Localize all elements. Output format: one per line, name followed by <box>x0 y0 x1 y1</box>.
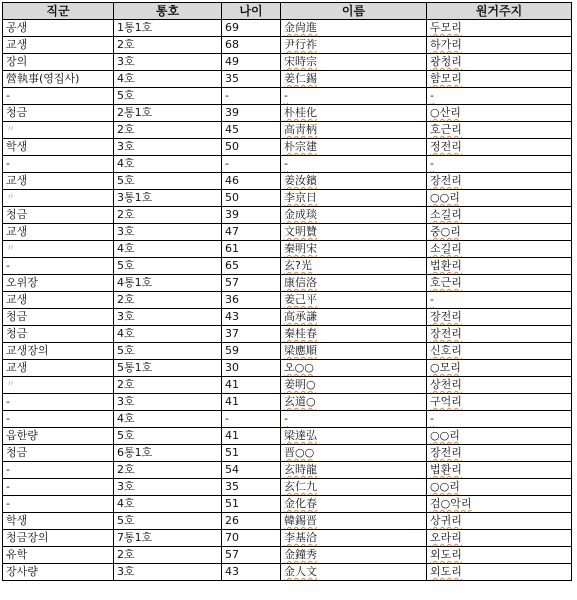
household-number-cell: 5호 <box>114 513 222 530</box>
occupation-cell: - <box>3 258 114 275</box>
table-row <box>3 37 572 54</box>
age-cell: 43 <box>222 309 281 326</box>
household-number-cell: 3호 <box>114 224 222 241</box>
table-row <box>3 173 572 190</box>
name-cell: 康信洛 <box>281 275 427 292</box>
occupation-cell: 〃 <box>3 190 114 207</box>
table-row <box>3 530 572 547</box>
age-cell: - <box>222 88 281 105</box>
age-cell: 47 <box>222 224 281 241</box>
age-cell: 65 <box>222 258 281 275</box>
name-cell: 姜己平 <box>281 292 427 309</box>
name-cell: 韓錫晋 <box>281 513 427 530</box>
table-row <box>3 88 572 105</box>
table-row <box>3 122 572 139</box>
name-cell: 朴桂化 <box>281 105 427 122</box>
household-number-cell: 4호 <box>114 156 222 173</box>
household-number-cell: 3호 <box>114 394 222 411</box>
name-cell: 玄時龍 <box>281 462 427 479</box>
header-household-number: 통호 <box>114 3 222 20</box>
occupation-cell: 유학 <box>3 547 114 564</box>
age-cell: 36 <box>222 292 281 309</box>
occupation-cell: 공생 <box>3 20 114 37</box>
age-cell: 26 <box>222 513 281 530</box>
household-number-cell: 4호 <box>114 496 222 513</box>
occupation-cell: 교생 <box>3 224 114 241</box>
household-number-cell: 5호 <box>114 88 222 105</box>
occupation-cell: - <box>3 88 114 105</box>
original-residence-cell: ○산리 <box>427 105 572 122</box>
household-number-cell: 3호 <box>114 139 222 156</box>
age-cell: 57 <box>222 547 281 564</box>
original-residence-cell: 오라리 <box>427 530 572 547</box>
household-number-cell: 4호 <box>114 241 222 258</box>
table-row <box>3 428 572 445</box>
household-number-cell: 5통1호 <box>114 360 222 377</box>
household-number-cell: 2호 <box>114 462 222 479</box>
original-residence-cell: ○○리 <box>427 190 572 207</box>
original-residence-cell: ○○리 <box>427 479 572 496</box>
age-cell: 30 <box>222 360 281 377</box>
table-row <box>3 411 572 428</box>
original-residence-cell: 정전리 <box>427 139 572 156</box>
household-number-cell: 4호 <box>114 71 222 88</box>
name-cell: - <box>281 88 427 105</box>
table-row <box>3 224 572 241</box>
name-cell: 玄道○ <box>281 394 427 411</box>
header-occupation: 직군 <box>3 3 114 20</box>
original-residence-cell: 외도리 <box>427 564 572 581</box>
occupation-cell: 청금 <box>3 309 114 326</box>
occupation-cell: 교생 <box>3 37 114 54</box>
table-row <box>3 394 572 411</box>
table-body <box>3 20 572 581</box>
original-residence-cell: ○모리 <box>427 360 572 377</box>
original-residence-cell: 장전리 <box>427 445 572 462</box>
age-cell: 69 <box>222 20 281 37</box>
name-cell: 朴宗建 <box>281 139 427 156</box>
original-residence-cell: 소길리 <box>427 207 572 224</box>
age-cell: 54 <box>222 462 281 479</box>
household-number-cell: 5호 <box>114 343 222 360</box>
table-row <box>3 377 572 394</box>
name-cell: 梁達弘 <box>281 428 427 445</box>
table-row <box>3 156 572 173</box>
original-residence-cell: - <box>427 88 572 105</box>
occupation-cell: 〃 <box>3 122 114 139</box>
age-cell: 57 <box>222 275 281 292</box>
age-cell: - <box>222 156 281 173</box>
original-residence-cell: 중○리 <box>427 224 572 241</box>
table-row <box>3 20 572 37</box>
name-cell: 金人文 <box>281 564 427 581</box>
table-row <box>3 207 572 224</box>
name-cell: 高靑柄 <box>281 122 427 139</box>
occupation-cell: 학생 <box>3 139 114 156</box>
occupation-cell: 장사량 <box>3 564 114 581</box>
original-residence-cell: 장전리 <box>427 309 572 326</box>
original-residence-cell: 상천리 <box>427 377 572 394</box>
age-cell: 49 <box>222 54 281 71</box>
name-cell: 梁應順 <box>281 343 427 360</box>
occupation-cell: 교생 <box>3 292 114 309</box>
age-cell: 46 <box>222 173 281 190</box>
household-number-cell: 2호 <box>114 292 222 309</box>
original-residence-cell: 호근리 <box>427 122 572 139</box>
name-cell: - <box>281 156 427 173</box>
occupation-cell: 읍한량 <box>3 428 114 445</box>
occupation-cell: 청금 <box>3 105 114 122</box>
occupation-cell: 營執事(영집사) <box>3 71 114 88</box>
header-original-residence: 원거주지 <box>427 3 572 20</box>
household-number-cell: 2호 <box>114 37 222 54</box>
original-residence-cell: 법환리 <box>427 462 572 479</box>
name-cell: 金鐘秀 <box>281 547 427 564</box>
age-cell: 37 <box>222 326 281 343</box>
original-residence-cell: 외도리 <box>427 547 572 564</box>
occupation-cell: 청금 <box>3 207 114 224</box>
age-cell: 39 <box>222 105 281 122</box>
occupation-cell: - <box>3 496 114 513</box>
name-cell: 金尙進 <box>281 20 427 37</box>
household-number-cell: 3통1호 <box>114 190 222 207</box>
original-residence-cell: 상귀리 <box>427 513 572 530</box>
original-residence-cell: ○○리 <box>427 428 572 445</box>
age-cell: 50 <box>222 139 281 156</box>
age-cell: 45 <box>222 122 281 139</box>
household-number-cell: 3호 <box>114 564 222 581</box>
occupation-cell: 〃 <box>3 377 114 394</box>
household-number-cell: 7통1호 <box>114 530 222 547</box>
original-residence-cell: 장전리 <box>427 326 572 343</box>
occupation-cell: 청금 <box>3 326 114 343</box>
household-number-cell: 2통1호 <box>114 105 222 122</box>
table-row <box>3 54 572 71</box>
header-row <box>3 3 572 20</box>
occupation-cell: 장의 <box>3 54 114 71</box>
occupation-cell: 청금 <box>3 445 114 462</box>
household-number-cell: 4통1호 <box>114 275 222 292</box>
name-cell: 姜明○ <box>281 377 427 394</box>
name-cell: 姜汝鑌 <box>281 173 427 190</box>
occupation-cell: 학생 <box>3 513 114 530</box>
original-residence-cell: 구억리 <box>427 394 572 411</box>
name-cell: 宋時宗 <box>281 54 427 71</box>
household-number-cell: 5호 <box>114 428 222 445</box>
household-number-cell: 2호 <box>114 377 222 394</box>
name-cell: 文明贊 <box>281 224 427 241</box>
name-cell: 高承謙 <box>281 309 427 326</box>
table-row <box>3 513 572 530</box>
original-residence-cell: 검○악리 <box>427 496 572 513</box>
occupation-cell: 청금장의 <box>3 530 114 547</box>
household-number-cell: 2호 <box>114 122 222 139</box>
name-cell: 晋○○ <box>281 445 427 462</box>
name-cell: 오○○ <box>281 360 427 377</box>
original-residence-cell: 장전리 <box>427 173 572 190</box>
table-row <box>3 479 572 496</box>
name-cell: 尹行祚 <box>281 37 427 54</box>
age-cell: 59 <box>222 343 281 360</box>
occupation-cell: - <box>3 156 114 173</box>
household-number-cell: 4호 <box>114 326 222 343</box>
original-residence-cell: 하가리 <box>427 37 572 54</box>
occupation-cell: 교생장의 <box>3 343 114 360</box>
household-number-cell: 4호 <box>114 411 222 428</box>
original-residence-cell: 광청리 <box>427 54 572 71</box>
original-residence-cell: - <box>427 292 572 309</box>
header-name: 이름 <box>281 3 427 20</box>
household-number-cell: 1통1호 <box>114 20 222 37</box>
age-cell: 50 <box>222 190 281 207</box>
table-row <box>3 547 572 564</box>
table-row <box>3 343 572 360</box>
original-residence-cell: 법환리 <box>427 258 572 275</box>
age-cell: 41 <box>222 377 281 394</box>
name-cell: 玄仁九 <box>281 479 427 496</box>
occupation-cell: - <box>3 462 114 479</box>
table-row <box>3 309 572 326</box>
name-cell: 玄?光 <box>281 258 427 275</box>
household-number-cell: 3호 <box>114 309 222 326</box>
age-cell: 68 <box>222 37 281 54</box>
table-row <box>3 258 572 275</box>
original-residence-cell: 함모리 <box>427 71 572 88</box>
table-row <box>3 105 572 122</box>
original-residence-cell: 두모리 <box>427 20 572 37</box>
table-row <box>3 445 572 462</box>
table-row <box>3 360 572 377</box>
age-cell: 70 <box>222 530 281 547</box>
household-register-table <box>2 2 572 581</box>
household-number-cell: 2호 <box>114 547 222 564</box>
table-row <box>3 564 572 581</box>
household-number-cell: 6통1호 <box>114 445 222 462</box>
age-cell: 51 <box>222 445 281 462</box>
name-cell: 李基洽 <box>281 530 427 547</box>
occupation-cell: - <box>3 394 114 411</box>
table-row <box>3 462 572 479</box>
occupation-cell: 〃 <box>3 241 114 258</box>
name-cell: 秦桂春 <box>281 326 427 343</box>
age-cell: 35 <box>222 479 281 496</box>
occupation-cell: 교생 <box>3 360 114 377</box>
age-cell: 43 <box>222 564 281 581</box>
age-cell: - <box>222 411 281 428</box>
occupation-cell: 오위장 <box>3 275 114 292</box>
name-cell: - <box>281 411 427 428</box>
name-cell: 姜仁錫 <box>281 71 427 88</box>
occupation-cell: 교생 <box>3 173 114 190</box>
household-number-cell: 3호 <box>114 54 222 71</box>
household-number-cell: 5호 <box>114 173 222 190</box>
age-cell: 41 <box>222 394 281 411</box>
table-row <box>3 292 572 309</box>
table-row <box>3 275 572 292</box>
name-cell: 李京日 <box>281 190 427 207</box>
household-number-cell: 5호 <box>114 258 222 275</box>
age-cell: 39 <box>222 207 281 224</box>
original-residence-cell: - <box>427 411 572 428</box>
occupation-cell: - <box>3 479 114 496</box>
name-cell: 金化春 <box>281 496 427 513</box>
table-row <box>3 241 572 258</box>
header-age: 나이 <box>222 3 281 20</box>
table-row <box>3 496 572 513</box>
occupation-cell: - <box>3 411 114 428</box>
original-residence-cell: 신호리 <box>427 343 572 360</box>
table-row <box>3 326 572 343</box>
original-residence-cell: - <box>427 156 572 173</box>
age-cell: 35 <box>222 71 281 88</box>
household-number-cell: 3호 <box>114 479 222 496</box>
age-cell: 51 <box>222 496 281 513</box>
age-cell: 61 <box>222 241 281 258</box>
household-number-cell: 2호 <box>114 207 222 224</box>
table-row <box>3 71 572 88</box>
table-row <box>3 139 572 156</box>
name-cell: 金成琰 <box>281 207 427 224</box>
name-cell: 秦明宋 <box>281 241 427 258</box>
original-residence-cell: 소길리 <box>427 241 572 258</box>
table-row <box>3 190 572 207</box>
age-cell: 41 <box>222 428 281 445</box>
original-residence-cell: 호근리 <box>427 275 572 292</box>
